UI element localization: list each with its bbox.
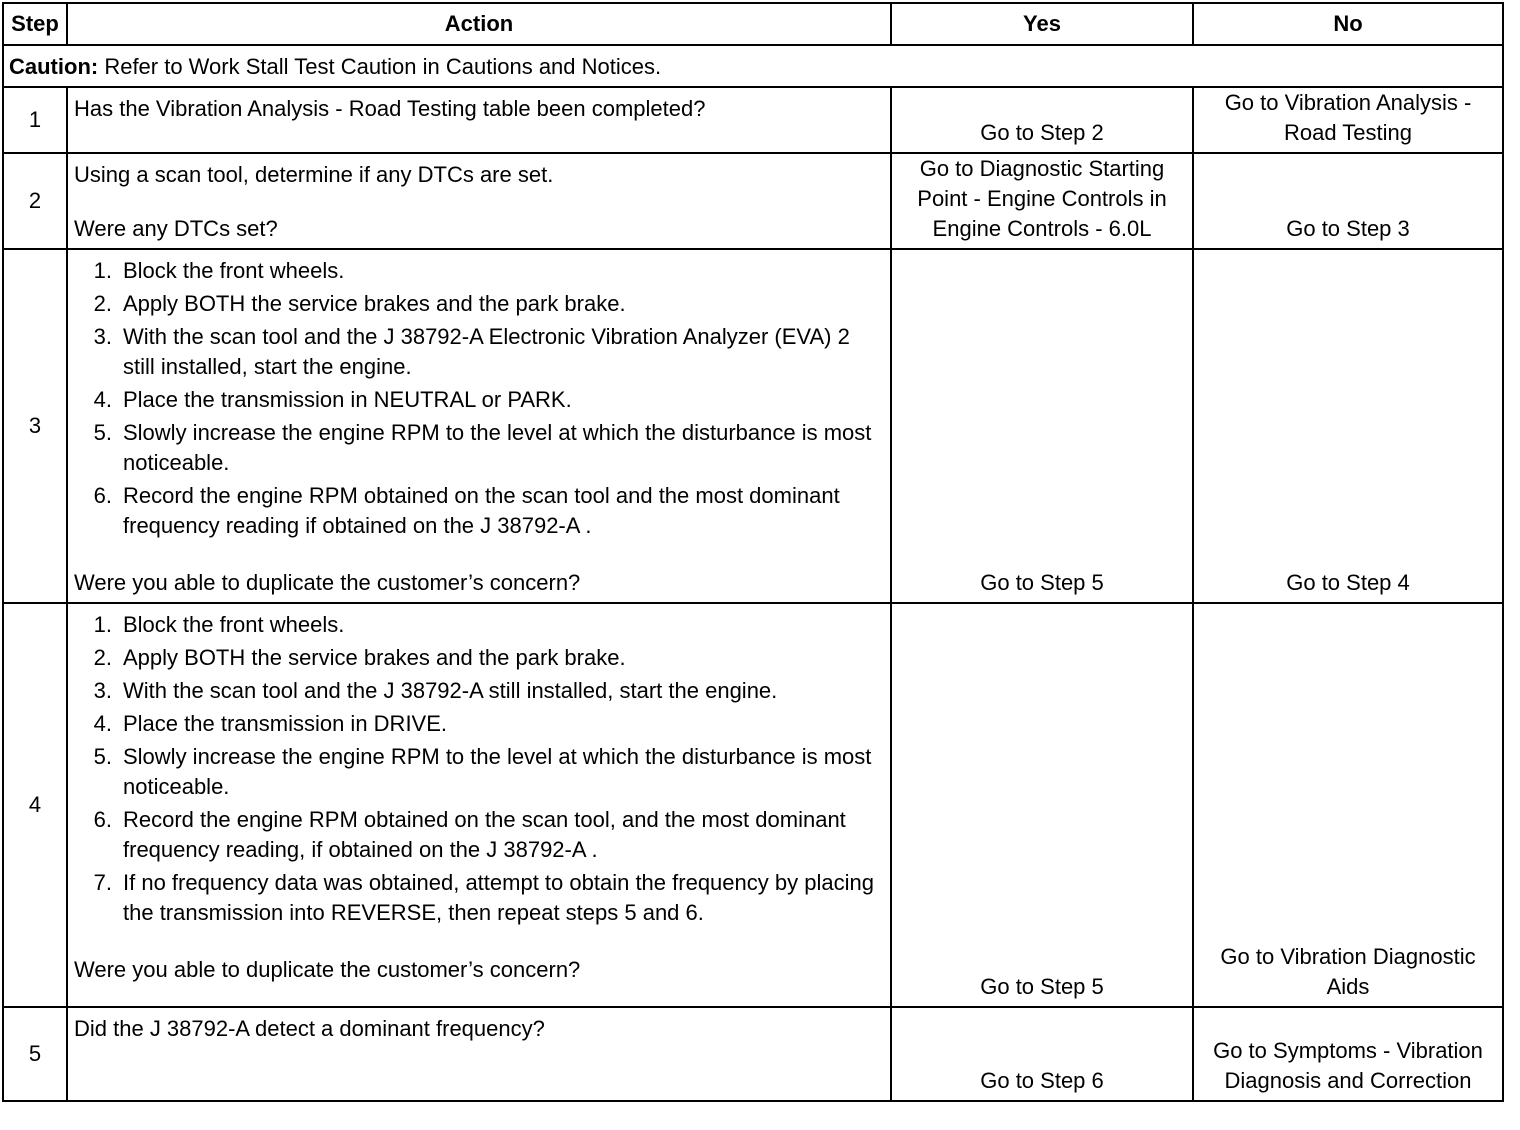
yes-cell: Go to Step 6 [891, 1007, 1193, 1101]
header-row [3, 3, 1503, 45]
list-text: Record the engine RPM obtained on the scan tool and the most dominant frequency reading if obtained on the J 38792-A . [123, 483, 840, 538]
action-cell [67, 603, 891, 1007]
list-text: Apply BOTH the service brakes and the park brake. [123, 291, 626, 316]
caution-cell [3, 45, 1503, 87]
list-number: 1. [93, 612, 112, 637]
header-action: Action [67, 3, 891, 45]
list-item [74, 742, 884, 802]
list-number: 1. [93, 258, 112, 283]
action-question: Has the Vibration Analysis - Road Testing table been completed? [74, 96, 706, 121]
step-number: 5 [3, 1007, 67, 1101]
no-cell: Go to Step 4 [1193, 249, 1503, 603]
list-number: 5. [93, 744, 112, 769]
list-item [74, 676, 884, 706]
yes-cell: Go to Diagnostic Starting Point - Engine Controls in Engine Controls - 6.0L [891, 153, 1193, 249]
list-item [74, 322, 884, 382]
list-text: Block the front wheels. [123, 612, 345, 637]
list-text: Record the engine RPM obtained on the scan tool, and the most dominant frequency reading, if obtained on the J 38792-A . [123, 807, 846, 862]
header-step: Step [3, 3, 67, 45]
list-number: 5. [93, 420, 112, 445]
caution-label: Caution: [9, 54, 99, 79]
procedure-list [74, 256, 884, 541]
action-question: Did the J 38792-A detect a dominant frequency? [74, 1016, 545, 1041]
table-row [3, 1007, 1503, 1101]
yes-cell: Go to Step 5 [891, 249, 1193, 603]
action-cell [67, 249, 891, 603]
list-item [74, 643, 884, 673]
no-cell: Go to Step 3 [1193, 153, 1503, 249]
list-item [74, 289, 884, 319]
action-cell [67, 153, 891, 249]
diagnostic-table [2, 2, 1504, 1102]
list-item [74, 418, 884, 478]
caution-text: Refer to Work Stall Test Caution in Cautions and Notices. [98, 54, 662, 79]
action-question: Were you able to duplicate the customer’s concern? [74, 957, 581, 982]
action-intro: Using a scan tool, determine if any DTCs are set. [74, 162, 554, 187]
no-cell: Go to Symptoms - Vibration Diagnosis and Correction [1193, 1007, 1503, 1101]
step-number: 3 [3, 249, 67, 603]
step-number: 4 [3, 603, 67, 1007]
table-row [3, 249, 1503, 603]
list-item [74, 805, 884, 865]
list-item [74, 481, 884, 541]
action-question: Were any DTCs set? [74, 216, 278, 241]
yes-cell: Go to Step 5 [891, 603, 1193, 1007]
list-number: 4. [93, 387, 112, 412]
procedure-list [74, 610, 884, 928]
list-text: With the scan tool and the J 38792-A still installed, start the engine. [123, 678, 778, 703]
action-cell [67, 1007, 891, 1101]
list-text: Block the front wheels. [123, 258, 345, 283]
no-cell: Go to Vibration Diagnostic Aids [1193, 603, 1503, 1007]
action-cell [67, 87, 891, 153]
list-item [74, 385, 884, 415]
list-item [74, 868, 884, 928]
list-text: If no frequency data was obtained, attempt to obtain the frequency by placing the transmission into REVERSE, then repeat steps 5 and 6. [123, 870, 874, 925]
list-item [74, 256, 884, 286]
list-text: Slowly increase the engine RPM to the level at which the disturbance is most noticeable. [123, 420, 872, 475]
yes-cell: Go to Step 2 [891, 87, 1193, 153]
header-yes: Yes [891, 3, 1193, 45]
list-text: Apply BOTH the service brakes and the park brake. [123, 645, 626, 670]
list-text: Slowly increase the engine RPM to the level at which the disturbance is most noticeable. [123, 744, 872, 799]
list-text: Place the transmission in NEUTRAL or PARK. [123, 387, 572, 412]
list-number: 3. [93, 324, 112, 349]
list-text: Place the transmission in DRIVE. [123, 711, 448, 736]
list-number: 4. [93, 711, 112, 736]
list-number: 2. [93, 291, 112, 316]
table-row [3, 153, 1503, 249]
no-cell: Go to Vibration Analysis - Road Testing [1193, 87, 1503, 153]
list-item [74, 610, 884, 640]
list-number: 3. [93, 678, 112, 703]
table-row [3, 87, 1503, 153]
list-number: 6. [93, 807, 112, 832]
caution-row [3, 45, 1503, 87]
table-row [3, 603, 1503, 1007]
action-question: Were you able to duplicate the customer’s concern? [74, 570, 581, 595]
list-number: 7. [93, 870, 112, 895]
header-no: No [1193, 3, 1503, 45]
list-item [74, 709, 884, 739]
step-number: 1 [3, 87, 67, 153]
step-number: 2 [3, 153, 67, 249]
list-text: With the scan tool and the J 38792-A Electronic Vibration Analyzer (EVA) 2 still installed, start the engine. [123, 324, 850, 379]
list-number: 6. [93, 483, 112, 508]
list-number: 2. [93, 645, 112, 670]
